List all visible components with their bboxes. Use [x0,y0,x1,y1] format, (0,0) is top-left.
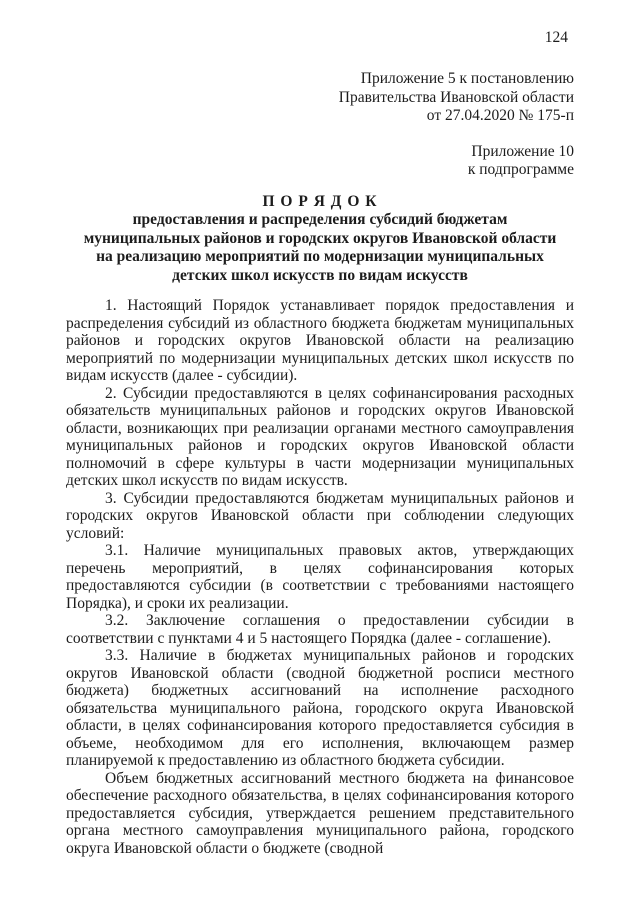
subprogram-reference-line: Приложение 10 [471,142,574,160]
paragraph-3-1: 3.1. Наличие муниципальных правовых актов, утверждающих перечень мероприятий, в целях софинансирования которых предоставляются субсидии (в соответствии с требованиями настоящего Порядка), и сроки их реализации. [66,542,574,612]
paragraph-3-3: 3.3. Наличие в бюджетах муниципальных районов и городских округов Ивановской области (сводной бюджетной росписи местного бюджета) бюджетных ассигнований на исполнение расходного обязательства муниципального района, городского округа Ивановской области, в целях софинансирования которого предоставляется субсидия в объеме, необходимом для его исполнения, включающем размер планируемой к предоставлению из областного бюджета субсидии. [66,647,574,769]
appendix-reference-line: Приложение 5 к постановлению [360,70,574,87]
page-number: 124 [544,29,568,46]
paragraph-3-2: 3.2. Заключение соглашения о предоставлении субсидии в соответствии с пунктами 4 и 5 настоящего Порядка (далее - соглашение). [66,612,574,647]
appendix-reference-block [66,70,574,126]
order-title-line: на реализацию мероприятий по модернизации муниципальных [96,248,544,265]
document-title [66,193,574,286]
paragraph-3: 3. Субсидии предоставляются бюджетам муниципальных районов и городских округов Ивановской области при соблюдении следующих условий: [66,489,574,542]
order-title-line: муниципальных районов и городских округов Ивановской области [83,229,557,247]
subprogram-reference-block [66,143,574,180]
paragraph-2: 2. Субсидии предоставляются в целях софинансирования расходных обязательств муниципальных районов и городских округов Ивановской области, возникающих при реализации органами местного самоуправления муниципальных районов и городских округов Ивановской области полномочий в сфере культуры в части модернизации муниципальных детских школ искусств по видам искусств. [66,384,574,489]
appendix-reference-line: от 27.04.2020 № 175-п [426,107,574,124]
order-title-line: детских школ искусств по видам искусств [172,266,468,284]
paragraph-closing: Объем бюджетных ассигнований местного бюджета на финансовое обеспечение расходного обязательства, в целях софинансирования которого предоставляется субсидия, утверждается решением представительного органа местного самоуправления муниципального района, городского округа Ивановской области о бюджете (сводной [66,769,574,857]
order-title-line: предоставления и распределения субсидий бюджетам [132,211,508,228]
document-body [66,297,574,857]
appendix-reference-line: Правительства Ивановской области [338,88,574,106]
subprogram-reference-line: к подпрограмме [467,161,574,178]
paragraph-1: 1. Настоящий Порядок устанавливает порядок предоставления и распределения субсидий из областного бюджета бюджетам муниципальных районов и городских округов Ивановской области на реализацию мероприятий по модернизации муниципальных детских школ искусств по видам искусств (далее - субсидии). [66,297,574,384]
order-heading: П О Р Я Д О К [262,192,378,210]
